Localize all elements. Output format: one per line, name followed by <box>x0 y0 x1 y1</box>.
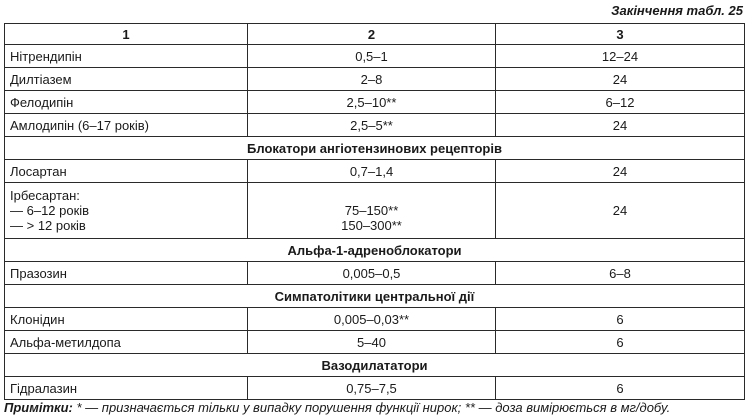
column-header-1: 1 <box>5 24 248 45</box>
section-title-vaso: Вазодилататори <box>5 354 745 377</box>
drug-name: Дилтіазем <box>5 68 248 91</box>
drug-dose: 0,75–7,5 <box>248 377 496 400</box>
table-row <box>5 114 745 137</box>
dosage-table <box>4 23 745 400</box>
drug-dose: 2–8 <box>248 68 496 91</box>
section-title-central: Симпатолітики центральної дії <box>5 285 745 308</box>
section-row <box>5 285 745 308</box>
table-row <box>5 160 745 183</box>
drug-interval: 6 <box>496 308 745 331</box>
drug-dose-multiline <box>248 183 496 239</box>
age-group-2: — > 12 років <box>10 218 86 233</box>
drug-dose: 5–40 <box>248 331 496 354</box>
column-header-2: 2 <box>248 24 496 45</box>
table-row <box>5 331 745 354</box>
notes-text: * — призначається тільки у випадку порушення функції нирок; ** — доза вимірюється в мг/добу. <box>72 400 671 415</box>
drug-name: Нітрендипін <box>5 45 248 68</box>
notes-label: Примітки: <box>4 400 73 415</box>
section-title-alpha: Альфа-1-адреноблокатори <box>5 239 745 262</box>
section-row <box>5 239 745 262</box>
age-group-1: — 6–12 років <box>10 203 90 218</box>
drug-interval: 24 <box>496 183 745 239</box>
drug-name: Ірбесартан: <box>10 188 80 203</box>
drug-name: Клонідин <box>5 308 248 331</box>
drug-name: Амлодипін (6–17 років) <box>5 114 248 137</box>
drug-name: Празозин <box>5 262 248 285</box>
drug-dose: 0,005–0,03** <box>248 308 496 331</box>
drug-interval: 6–8 <box>496 262 745 285</box>
drug-dose: 2,5–5** <box>248 114 496 137</box>
drug-interval: 12–24 <box>496 45 745 68</box>
drug-interval: 24 <box>496 68 745 91</box>
drug-dose: 0,7–1,4 <box>248 160 496 183</box>
table-row <box>5 68 745 91</box>
drug-name: Фелодипін <box>5 91 248 114</box>
table-row <box>5 91 745 114</box>
table-notes <box>4 400 670 415</box>
drug-interval: 6 <box>496 331 745 354</box>
section-row <box>5 137 745 160</box>
drug-dose: 2,5–10** <box>248 91 496 114</box>
drug-interval: 6–12 <box>496 91 745 114</box>
drug-name-multiline <box>5 183 248 239</box>
table-row <box>5 183 745 239</box>
drug-dose: 0,005–0,5 <box>248 262 496 285</box>
table-row <box>5 45 745 68</box>
drug-interval: 24 <box>496 114 745 137</box>
drug-interval: 6 <box>496 377 745 400</box>
drug-name: Альфа-метилдопа <box>5 331 248 354</box>
drug-dose: 0,5–1 <box>248 45 496 68</box>
section-row <box>5 354 745 377</box>
drug-name: Гідралазин <box>5 377 248 400</box>
drug-name: Лосартан <box>5 160 248 183</box>
table-caption: Закінчення табл. 25 <box>611 3 743 18</box>
table-row <box>5 262 745 285</box>
drug-dose-2: 150–300** <box>341 218 402 233</box>
section-title-arb: Блокатори ангіотензинових рецепторів <box>5 137 745 160</box>
table-row <box>5 308 745 331</box>
drug-dose-1: 75–150** <box>344 203 399 218</box>
table-row <box>5 377 745 400</box>
drug-interval: 24 <box>496 160 745 183</box>
column-header-3: 3 <box>496 24 745 45</box>
header-row <box>5 24 745 45</box>
